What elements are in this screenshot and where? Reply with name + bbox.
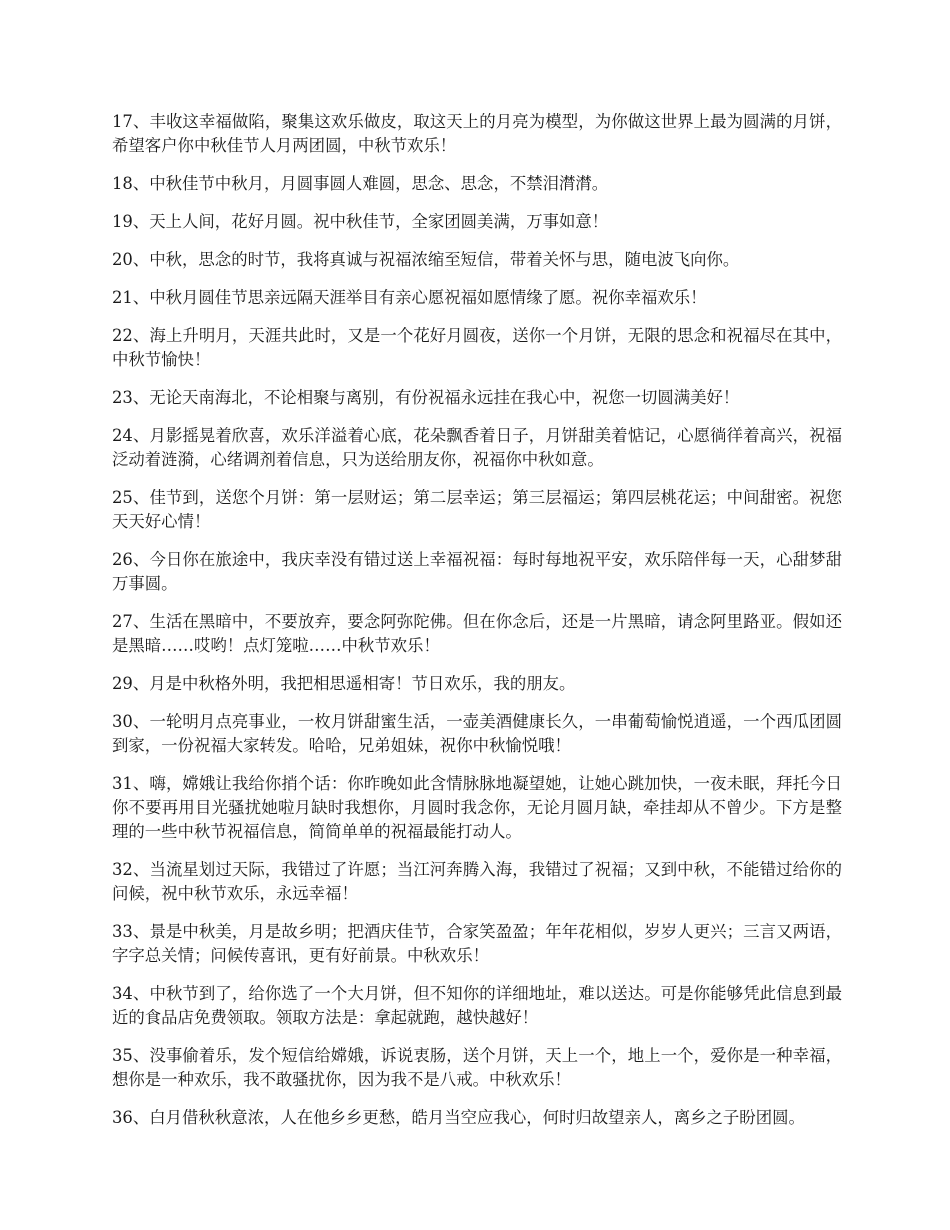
paragraph-19: 19、天上人间，花好月圆。祝中秋佳节，全家团圆美满，万事如意！: [112, 212, 609, 231]
paragraph-34: 34、中秋节到了，给你选了一个大月饼，但不知你的详细地址，难以送达。可是你能够凭此信息到最近的食品店免费领取。领取方法是：拿起就跑，越快越好！: [112, 984, 842, 1027]
document-body: [112, 110, 842, 1144]
paragraph-35: 35、没事偷着乐，发个短信给嫦娥，诉说衷肠，送个月饼，天上一个，地上一个，爱你是一种幸福，想你是一种欢乐，我不敢骚扰你，因为我不是八戒。中秋欢乐！: [112, 1046, 842, 1089]
paragraph-25: 25、佳节到，送您个月饼：第一层财运；第二层幸运；第三层福运；第四层桃花运；中间甜密。祝您天天好心情！: [112, 488, 842, 531]
paragraph-32: 32、当流星划过天际，我错过了许愿；当江河奔腾入海，我错过了祝福；又到中秋，不能错过给你的问候，祝中秋节欢乐，永远幸福！: [112, 860, 842, 903]
paragraph-29: 29、月是中秋格外明，我把相思遥相寄！节日欢乐，我的朋友。: [112, 674, 576, 693]
paragraph-21: 21、中秋月圆佳节思亲远隔天涯举目有亲心愿祝福如愿情缘了愿。祝你幸福欢乐！: [112, 288, 707, 307]
paragraph-33: 33、景是中秋美，月是故乡明；把酒庆佳节，合家笑盈盈；年年花相似，岁岁人更兴；三言又两语，字字总关情；问候传喜讯，更有好前景。中秋欢乐！: [112, 922, 842, 965]
paragraph-22: 22、海上升明月，天涯共此时，又是一个花好月圆夜，送你一个月饼，无限的思念和祝福尽在其中，中秋节愉快！: [112, 326, 842, 369]
paragraph-24: 24、月影摇晃着欣喜，欢乐洋溢着心底，花朵飘香着日子，月饼甜美着惦记，心愿徜徉着高兴，祝福泛动着涟漪，心绪调剂着信息，只为送给朋友你，祝福你中秋如意。: [112, 426, 842, 469]
paragraph-20: 20、中秋，思念的时节，我将真诚与祝福浓缩至短信，带着关怀与思，随电波飞向你。: [112, 250, 740, 269]
paragraph-18: 18、中秋佳节中秋月，月圆事圆人难圆，思念、思念，不禁泪潸潸。: [112, 174, 609, 193]
paragraph-31: 31、嗨，嫦娥让我给你捎个话：你昨晚如此含情脉脉地凝望她，让她心跳加快，一夜未眠，拜托今日你不要再用目光骚扰她啦月缺时我想你，月圆时我念你，无论月圆月缺，牵挂却从不曾少。下方是整理的一些中秋节祝福信息，简简单单的祝福最能打动人。: [112, 774, 842, 841]
paragraph-30: 30、一轮明月点亮事业，一枚月饼甜蜜生活，一壶美酒健康长久，一串葡萄愉悦逍遥，一个西瓜团圆到家，一份祝福大家转发。哈哈，兄弟姐妹，祝你中秋愉悦哦！: [112, 712, 842, 755]
paragraph-17: 17、丰收这幸福做陷，聚集这欢乐做皮，取这天上的月亮为模型，为你做这世界上最为圆满的月饼，希望客户你中秋佳节人月两团圆，中秋节欢乐！: [112, 112, 842, 155]
paragraph-23: 23、无论天南海北，不论相聚与离别，有份祝福永远挂在我心中，祝您一切圆满美好！: [112, 388, 740, 407]
paragraph-27: 27、生活在黑暗中，不要放弃，要念阿弥陀佛。但在你念后，还是一片黑暗，请念阿里路亚。假如还是黑暗……哎哟！点灯笼啦……中秋节欢乐！: [112, 612, 842, 655]
paragraph-36: 36、白月借秋秋意浓，人在他乡乡更愁，皓月当空应我心，何时归故望亲人，离乡之子盼团圆。: [112, 1108, 805, 1127]
paragraph-26: 26、今日你在旅途中，我庆幸没有错过送上幸福祝福：每时每地祝平安，欢乐陪伴每一天，心甜梦甜万事圆。: [112, 550, 842, 593]
